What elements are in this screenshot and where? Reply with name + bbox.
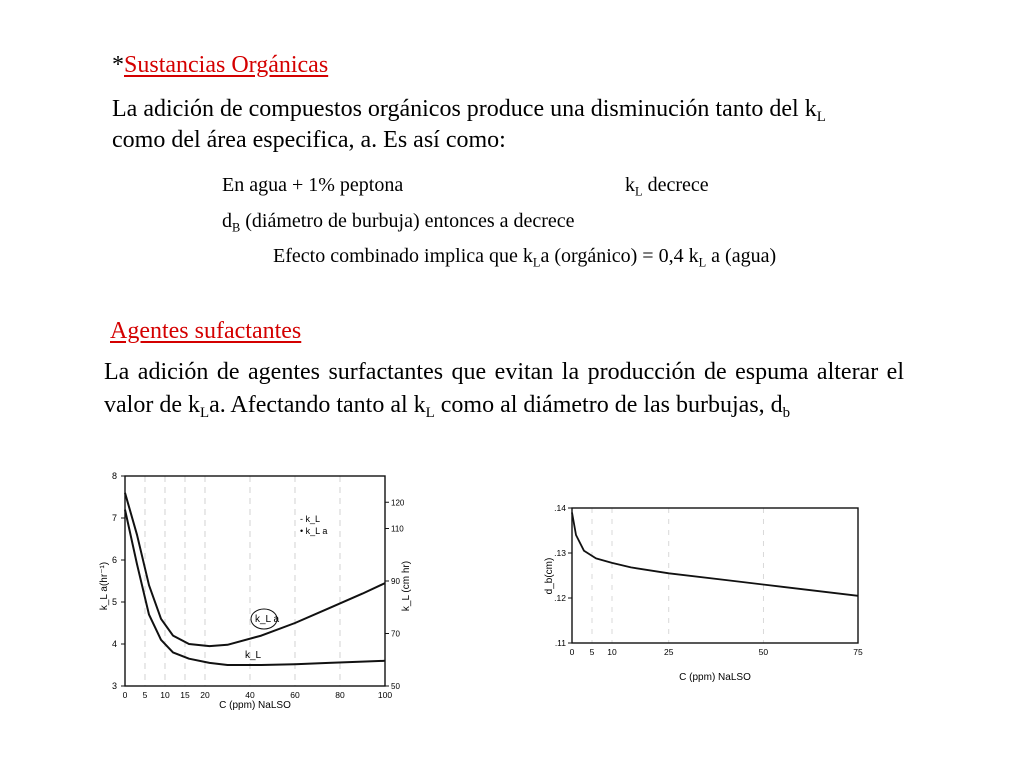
chart2-y-ticks — [554, 503, 572, 648]
chart2-x-tick-label: 25 — [664, 647, 674, 657]
chart1-y-right-tick-label: 50 — [391, 682, 400, 691]
item1-right — [625, 174, 709, 197]
para2-sub2: L — [425, 405, 435, 422]
chart2-x-tick-label: 10 — [607, 647, 617, 657]
chart2-y-tick-label: .13 — [554, 548, 566, 558]
chart2-grid — [572, 508, 858, 643]
chart1-legend-kla: • k_L a — [300, 526, 328, 536]
chart1-annotation-kl: k_L — [245, 650, 262, 661]
item3 — [273, 245, 776, 268]
chart-db — [540, 500, 870, 695]
para1-text: La adición de compuestos orgánicos produce una disminución tanto del k — [112, 96, 817, 122]
chart2-ylabel: d_b(cm) — [544, 557, 555, 595]
section1-heading: Sustancias Orgánicas — [124, 52, 329, 78]
chart1-ylabel-right: k_L (cm hr) — [401, 560, 412, 612]
chart1-x-tick-label: 15 — [180, 690, 190, 700]
title-asterisk: * — [112, 52, 124, 78]
chart-kla-kl — [95, 462, 415, 712]
chart1-x-tick-label: 80 — [335, 690, 345, 700]
chart1-x-ticks — [123, 690, 393, 700]
item1-sub: L — [635, 184, 643, 199]
para2-mid: a. Afectando tanto al k — [209, 392, 426, 418]
chart1-y-tick-label: 5 — [111, 597, 117, 607]
section2-heading: Agentes sufactantes — [110, 318, 302, 344]
chart2-series-line-db — [572, 513, 858, 596]
chart1-y-tick-label: 3 — [111, 681, 117, 691]
item1-left: En agua + 1% peptona — [222, 174, 404, 196]
item3-mid: a (orgánico) = 0,4 k — [540, 245, 699, 267]
chart2-x-tick-label: 75 — [853, 647, 863, 657]
chart1-x-tick-label: 40 — [245, 690, 255, 700]
chart1-y-right-tick-label: 70 — [391, 629, 400, 639]
chart2-x-tick-label: 5 — [589, 647, 595, 657]
chart1-x-tick-label: 0 — [122, 690, 128, 700]
item3-post: a (agua) — [706, 245, 777, 267]
item2-rest: (diámetro de burbuja) entonces a decrece — [240, 210, 575, 232]
item3-sub2: L — [698, 255, 707, 270]
chart1-series-line-kl — [125, 510, 385, 665]
item2-sub: B — [232, 220, 241, 235]
item1-rest: decrece — [642, 174, 709, 196]
para2-sub1: L — [199, 405, 210, 422]
item2 — [222, 210, 575, 233]
chart1-y-tick-label: 4 — [111, 639, 117, 649]
section1-title — [112, 52, 328, 79]
chart1-x-tick-label: 5 — [142, 690, 148, 700]
chart2-series — [572, 513, 858, 596]
chart2-x-ticks — [570, 647, 863, 657]
chart2-y-tick-label: .14 — [554, 503, 566, 513]
chart1-y-tick-label: 6 — [111, 555, 117, 565]
chart1-y-right-tick-label: 90 — [391, 577, 400, 586]
section2-paragraph — [104, 356, 904, 422]
chart2-xlabel: C (ppm) NaLSO — [679, 672, 751, 683]
chart1-x-tick-label: 10 — [160, 690, 170, 700]
para1-sub: L — [816, 109, 826, 126]
chart1-y-right-tick-label: 120 — [391, 498, 405, 508]
section1-paragraph-line2: como del área especifica, a. Es así como: — [112, 127, 506, 153]
chart1-ylabel: k_L a(hr⁻¹) — [99, 561, 110, 611]
chart1-y-tick-label: 8 — [111, 471, 117, 481]
chart1-annotation-kla: k_L a — [255, 614, 280, 625]
section1-paragraph-line1 — [112, 96, 826, 126]
chart2-frame — [572, 508, 858, 643]
chart1-series — [125, 493, 385, 665]
chart2-x-tick-label: 50 — [758, 647, 769, 657]
chart2-y-tick-label: .12 — [554, 593, 566, 603]
chart1-x-tick-label: 60 — [290, 690, 300, 700]
chart1-y-ticks — [112, 471, 125, 691]
chart1-x-tick-label: 100 — [377, 690, 393, 700]
chart1-x-tick-label: 20 — [200, 690, 210, 700]
item3-pre: Efecto combinado implica que k — [273, 245, 533, 267]
chart2-y-tick-label: .11 — [554, 638, 566, 648]
para2-pre: La adición de agentes surfactantes que evitan la producción de espuma alterar el valor de k — [104, 359, 904, 418]
item3-sub1: L — [532, 255, 541, 270]
para2-post: como al diámetro de las burbujas, d — [434, 392, 783, 418]
chart1-xlabel: C (ppm) NaLSO — [219, 700, 291, 711]
chart1-legend-kl: - k_L — [300, 514, 321, 524]
chart1-y-right-tick-label: 110 — [391, 524, 404, 534]
item2-d: d — [222, 210, 232, 232]
chart1-y-tick-label: 7 — [111, 513, 117, 523]
para2-sub3: b — [782, 405, 791, 422]
chart2-x-tick-label: 0 — [569, 647, 575, 657]
item1-k: k — [625, 174, 635, 196]
